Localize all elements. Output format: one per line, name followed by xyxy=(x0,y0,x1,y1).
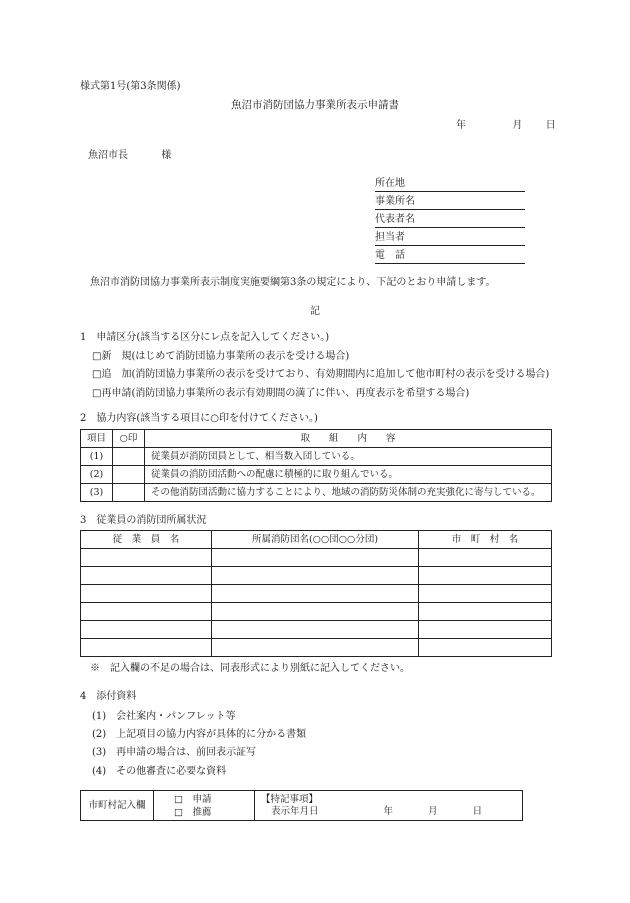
municipality-cell[interactable] xyxy=(419,549,552,567)
option-add[interactable]: □追 加(消防団協力事業所の表示を受けており、有効期間内に追加して他市町村の表示を受ける場合) xyxy=(92,369,550,380)
month-label: 月 xyxy=(512,120,523,131)
fire-corps-cell[interactable] xyxy=(212,639,419,657)
phone-field[interactable]: 電 話 xyxy=(375,246,525,264)
check-application[interactable]: □ 申請 xyxy=(174,793,212,805)
fire-corps-cell[interactable] xyxy=(212,603,419,621)
municipal-checks xyxy=(154,791,255,821)
fire-corps-cell[interactable] xyxy=(212,549,419,567)
attachment-item: (3) 再申請の場合は、前回表示証写 xyxy=(92,747,257,758)
section4-heading: 4 添付資料 xyxy=(80,691,137,702)
shortage-note: ※ 記入欄の不足の場合は、同表形式により別紙に記入してください。 xyxy=(90,663,410,674)
attachment-item: (4) その他審査に必要な資料 xyxy=(92,766,227,777)
application-date xyxy=(456,120,556,132)
municipality-cell[interactable] xyxy=(419,621,552,639)
table-row xyxy=(81,639,552,657)
table-row xyxy=(81,585,552,603)
municipality-cell[interactable] xyxy=(419,585,552,603)
table-row xyxy=(81,567,552,585)
option-reapply[interactable]: □再申請(消防団協力事業所の表示有効期間の満了に伴い、再度表示を希望する場合) xyxy=(92,388,470,399)
municipal-label: 市町村記入欄 xyxy=(81,791,154,821)
fire-corps-cell[interactable] xyxy=(212,585,419,603)
row-number: (2) xyxy=(81,466,113,484)
display-day: 日 xyxy=(472,805,483,817)
option-new[interactable]: □新 規(はじめて消防団協力事業所の表示を受ける場合) xyxy=(92,351,350,362)
table-row xyxy=(81,484,552,502)
header-mark: ○印 xyxy=(113,430,145,448)
table-header-row xyxy=(81,531,552,549)
header-item: 項目 xyxy=(81,430,113,448)
fire-corps-cell[interactable] xyxy=(212,621,419,639)
form-number: 様式第1号(第3条関係) xyxy=(80,81,181,92)
special-notes-title: 【特記事項】 xyxy=(261,793,319,805)
municipal-entry-table xyxy=(80,790,523,821)
header-content: 取 組 内 容 xyxy=(145,430,552,448)
table-row xyxy=(81,466,552,484)
mark-cell[interactable] xyxy=(113,466,145,484)
table-row xyxy=(81,621,552,639)
cooperation-table xyxy=(80,429,552,502)
section3-heading: 3 従業員の消防団所属状況 xyxy=(80,515,207,526)
member-table xyxy=(80,530,552,657)
day-label: 日 xyxy=(545,120,556,131)
intro-text: 魚沼市消防団協力事業所表示制度実施要綱第3条の規定により、下記のとおり申請します。 xyxy=(90,277,496,288)
display-date-line xyxy=(261,806,522,818)
addressee xyxy=(88,150,171,162)
row-content: その他消防団活動に協力することにより、地域の消防防災体制の充実強化に寄与している。 xyxy=(145,484,552,502)
display-date-label: 表示年月日 xyxy=(271,805,319,817)
company-name-field[interactable]: 事業所名 xyxy=(375,192,525,210)
check-recommendation[interactable]: □ 推薦 xyxy=(174,806,212,818)
mark-cell[interactable] xyxy=(113,484,145,502)
mark-cell[interactable] xyxy=(113,448,145,466)
year-label: 年 xyxy=(456,120,466,131)
employee-name-cell[interactable] xyxy=(81,639,212,657)
display-year: 年 xyxy=(383,805,394,817)
row-content: 従業員の消防団活動への配慮に積極的に取り組んでいる。 xyxy=(145,466,552,484)
header-fire-corps: 所属消防団名(○○団○○分団) xyxy=(212,531,419,549)
applicant-block xyxy=(375,174,525,264)
employee-name-cell[interactable] xyxy=(81,567,212,585)
row-content: 従業員が消防団員として、相当数入団している。 xyxy=(145,448,552,466)
header-employee-name: 従 業 員 名 xyxy=(81,531,212,549)
municipality-cell[interactable] xyxy=(419,603,552,621)
table-row xyxy=(81,549,552,567)
representative-field[interactable]: 代表者名 xyxy=(375,210,525,228)
employee-name-cell[interactable] xyxy=(81,585,212,603)
addressee-honorific: 様 xyxy=(161,150,172,161)
municipality-cell[interactable] xyxy=(419,639,552,657)
addressee-name: 魚沼市長 xyxy=(88,150,128,161)
ki-marker: 記 xyxy=(310,306,320,317)
header-municipality: 市 町 村 名 xyxy=(419,531,552,549)
employee-name-cell[interactable] xyxy=(81,549,212,567)
employee-name-cell[interactable] xyxy=(81,621,212,639)
section2-heading: 2 協力内容(該当する項目に○印を付けてください。) xyxy=(80,413,318,424)
address-field[interactable]: 所在地 xyxy=(375,174,525,192)
contact-person-field[interactable]: 担当者 xyxy=(375,228,525,246)
attachment-item: (2) 上記項目の協力内容が具体的に分かる書類 xyxy=(92,729,307,740)
row-number: (3) xyxy=(81,484,113,502)
table-row xyxy=(81,448,552,466)
row-number: (1) xyxy=(81,448,113,466)
section1-heading: 1 申請区分(該当する区分にレ点を記入してください。) xyxy=(80,332,330,343)
table-header-row xyxy=(81,430,552,448)
document-title: 魚沼市消防団協力事業所表示申請書 xyxy=(231,99,399,111)
municipality-cell[interactable] xyxy=(419,567,552,585)
employee-name-cell[interactable] xyxy=(81,603,212,621)
table-row xyxy=(81,603,552,621)
special-notes-cell[interactable] xyxy=(255,791,523,821)
fire-corps-cell[interactable] xyxy=(212,567,419,585)
display-month: 月 xyxy=(428,805,438,817)
attachment-item: (1) 会社案内・パンフレット等 xyxy=(92,711,236,722)
